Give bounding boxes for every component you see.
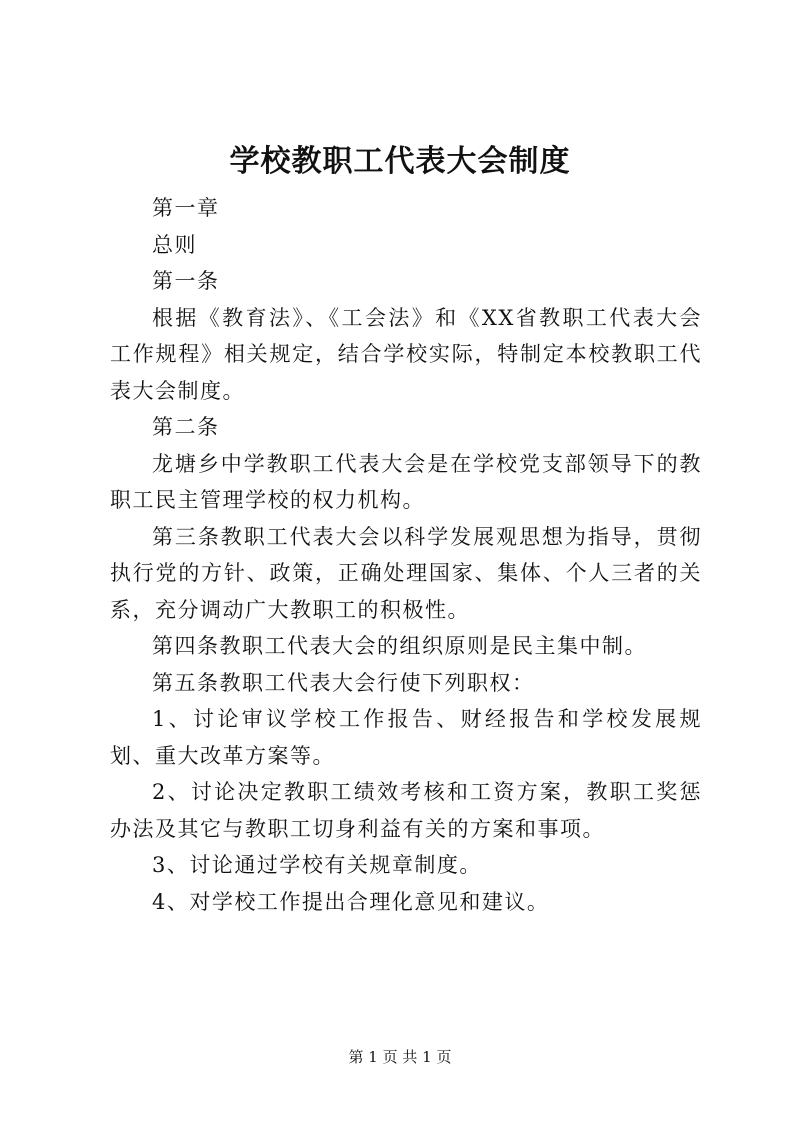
- paragraph-article-1-text: 根据《教育法》、《工会法》和《XX省教职工代表大会工作规程》相关规定，结合学校实际，特制定本校教职工代表大会制度。: [110, 305, 702, 403]
- paragraph-chapter-heading: 第一章: [152, 196, 220, 220]
- paragraph-article-4: 第四条教职工代表大会的组织原则是民主集中制。: [152, 634, 647, 658]
- paragraph-item-4: 4、对学校工作提出合理化意见和建议。: [152, 889, 550, 914]
- paragraph-article-2-text: 龙塘乡中学教职工代表大会是在学校党支部领导下的教职工民主管理学校的权力机构。: [110, 451, 702, 512]
- document-title: 学校教职工代表大会制度: [229, 144, 571, 179]
- page-footer: 第 1 页 共 1 页: [348, 1048, 452, 1066]
- paragraph-item-2: 2、讨论决定教职工绩效考核和工资方案，教职工奖惩办法及其它与教职工切身利益有关的方案和事项。: [110, 780, 702, 841]
- paragraph-article-5: 第五条教职工代表大会行使下列职权：: [152, 670, 535, 695]
- paragraph-article-3: 第三条教职工代表大会以科学发展观思想为指导，贯彻执行党的方针、政策，正确处理国家、集体、个人三者的关系，充分调动广大教职工的积极性。: [110, 524, 702, 622]
- paragraph-article-1-heading: 第一条: [152, 269, 220, 293]
- paragraph-item-3: 3、讨论通过学校有关规章制度。: [152, 853, 482, 877]
- paragraph-general-principles: 总则: [152, 232, 197, 257]
- paragraph-item-1: 1、讨论审议学校工作报告、财经报告和学校发展规划、重大改革方案等。: [110, 707, 702, 768]
- paragraph-article-2-heading: 第二条: [152, 415, 220, 439]
- document-body: [110, 190, 702, 920]
